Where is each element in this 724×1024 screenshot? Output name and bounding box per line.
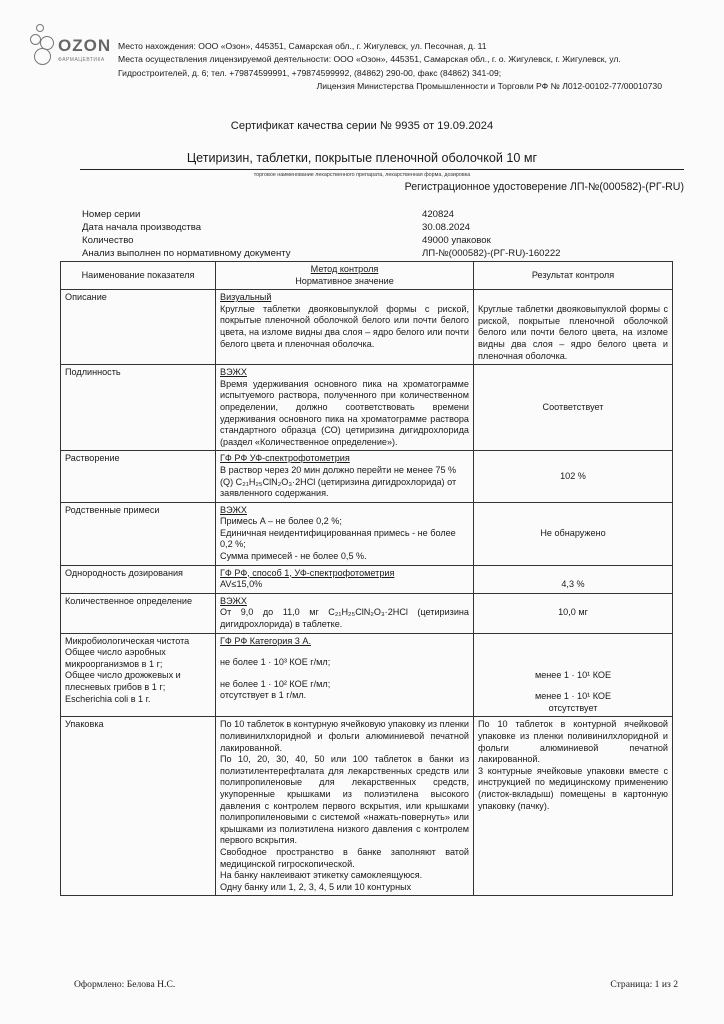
row-result: 102 % [474,451,673,502]
micro-result: менее 1 · 10¹ КОЕ [534,669,612,680]
info-value: 49000 упаковок [422,235,491,246]
table-row [61,633,673,717]
row-name: Описание [61,290,216,365]
info-label: Анализ выполнен по нормативному документу [82,248,291,259]
micro-result: менее 1 · 10¹ КОЕ [534,691,612,702]
info-value: 420824 [422,209,455,220]
header-method [216,262,474,290]
table-row [61,502,673,565]
row-result [474,717,673,896]
row-norm-text: не более 1 · 10³ КОЕ г/мл; [220,657,331,668]
row-method: ГФ РФ Категория 3 А. [220,635,311,646]
header-name: Наименование показателя [61,262,216,290]
info-value: 30.08.2024 [422,222,471,233]
info-label: Количество [82,235,134,246]
row-norm [216,502,474,565]
row-result: Соответствует [474,365,673,451]
certificate-title: Сертификат качества серии № 9935 от 19.09.2024 [230,120,494,132]
page-number: Страница: 1 из 2 [610,979,678,990]
row-method: Визуальный [220,292,272,303]
micro-item: Общее число дрожжевых и плесневых грибов в 1 г; [65,670,181,692]
row-norm-text: Сумма примесей - не более 0,5 %. [220,551,367,562]
table-row [61,365,673,451]
row-name: Упаковка [61,717,216,896]
row-result: 4,3 % [474,565,673,593]
micro-item: Escherichia coli в 1 г. [65,693,151,704]
header-line: Гидростроителей, д. 6; тел. +79874599991, +79874599992, (84862) 290-00, факс (84862) 341-09; [118,67,502,78]
info-row [82,247,682,260]
table-row [61,451,673,502]
micro-item: Общее число аэробных микроорганизмов в 1 г; [65,647,166,669]
row-name: Однородность дозирования [61,565,216,593]
row-result: 10,0 мг [474,593,673,633]
header-line: Место нахождения: ООО «Озон», 445351, Самарская обл., г. Жигулевск, ул. Песочная, д. 11 [118,41,487,51]
row-norm-text: не более 1 · 10² КОЕ г/мл; [220,678,331,689]
row-norm-text: По 10, 20, 30, 40, 50 или 100 таблеток в банки из полиэтилентерефталата для лекарственных средств или полипропиленовые для лекарственных средств, укупоренные крышками из полиэтилена высокого давления с контролем первого вскрытия, или крышками полипропиленовыми с системой «нажать-повернуть» или крышками из полиэтилена низкого давления с контролем первого вскрытия. [220,754,469,846]
row-name: Родственные примеси [61,502,216,565]
info-label: Дата начала производства [82,222,202,233]
row-norm-text: отсутствует в 1 г/мл. [220,690,307,701]
table-row [61,717,673,896]
row-norm [216,290,474,365]
row-norm-text: Свободное пространство в банке заполняют ватой медицинской гигроскопической. [220,846,469,869]
row-norm [216,717,474,896]
ozon-logo [28,22,112,68]
header-norm-label: Нормативное значение [295,275,394,286]
row-norm [216,633,474,717]
row-name: Подлинность [61,365,216,451]
row-norm-text: Примесь A – не более 0,2 %; [220,516,342,527]
table-row [61,593,673,633]
product-caption: торговое наименование лекарственного препарата, лекарственная форма, дозировка [253,172,471,178]
header-method-label: Метод контроля [310,264,379,274]
row-result: Не обнаружено [474,502,673,565]
row-method: ГФ РФ УФ-спектрофотометрия [220,453,350,464]
header-result: Результат контроля [474,262,673,290]
row-norm-text: AV≤15,0% [220,579,263,590]
row-norm-text: По 10 таблеток в контурную ячейковую упаковку из пленки поливинилхлоридной и фольги алюминиевой печатной лакированной. [220,719,469,753]
row-norm-text: Время удерживания основного пика на хроматограмме испытуемого раствора, полученного при количественном определении, должно соответствовать времени удерживания основного пика на хроматограмме раствора стандартного образца (СО) цетиризина дигидрохлорида (раздел «Количественное определение»). [220,378,469,447]
table-row [61,565,673,593]
row-result: Круглые таблетки двояковыпуклой формы с риской, покрытые пленочной оболочкой белого или почти белого цвета, на изломе видны два слоя – ядро белого цвета и пленочная оболочка. [474,290,673,365]
row-norm-text: На банку наклеивают этикетку самоклеящуюся. [220,870,423,881]
row-name: Количественное определение [61,593,216,633]
row-norm-text: Единичная неидентифицированная примесь - не более 0,2 %; [220,527,456,550]
table-header-row [61,262,673,290]
row-norm-text: От 9,0 до 11,0 мг C₂₁H₂₅ClN₂O₃·2HCl (цетиризина дигидрохлорида) в таблетке. [220,607,469,630]
packaging-result: По 10 таблеток в контурной ячейковой упаковке из пленки поливинилхлоридной и фольги алюминиевой печатной лакированной. [478,719,668,765]
row-method: ВЭЖХ [220,504,247,515]
row-norm [216,365,474,451]
info-label: Номер серии [82,209,141,220]
info-row [82,208,682,221]
row-norm-text: Одну банку или 1, 2, 3, 4, 5 или 10 контурных [220,881,412,892]
row-norm [216,565,474,593]
info-value: ЛП-№(000582)-(РГ-RU)-160222 [422,248,561,259]
company-header [118,40,698,94]
logo-brand: OZON [58,36,112,55]
row-norm-text: Круглые таблетки двояковыпуклой формы с риской, покрытые пленочной оболочкой белого или почти белого цвета, на изломе видны два слоя – ядро белого или почти белого цвета и пленочная оболочка. [220,303,469,349]
batch-info [82,208,682,260]
micro-result: отсутствует [548,702,598,713]
info-row [82,234,682,247]
row-norm [216,593,474,633]
row-norm-text: В раствор через 20 мин должно перейти не менее 75 % (Q) C₂₁H₂₅ClN₂O₃·2HCl (цетиризина дигидрохлорида) от заявленного содержания. [220,464,457,499]
logo-subtitle: ФАРМАЦЕВТИКА [58,57,105,63]
info-row [82,221,682,234]
quality-table [60,261,673,896]
micro-title: Микробиологическая чистота [65,635,190,646]
prepared-by: Оформлено: Белова Н.С. [74,979,176,990]
row-norm [216,451,474,502]
row-name: Растворение [61,451,216,502]
row-name [61,633,216,717]
row-method: ВЭЖХ [220,367,247,378]
product-underline [80,169,684,170]
product-name: Цетиризин, таблетки, покрытые пленочной оболочкой 10 мг [186,151,538,165]
header-license: Лицензия Министерства Промышленности и Торговли РФ № Л012-00102-77/00010730 [316,81,662,92]
row-method: ГФ РФ, способ 1, УФ-спектрофотометрия [220,567,395,578]
registration-number: Регистрационное удостоверение ЛП-№(000582)-(РГ-RU) [404,181,684,193]
row-method: ВЭЖХ [220,595,247,606]
packaging-result: 3 контурные ячейковые упаковки вместе с инструкцией по медицинскому применению (листок-вкладыш) помещены в картонную упаковку (пачку). [478,765,668,811]
row-result [474,633,673,717]
table-row [61,290,673,365]
header-line: Места осуществления лицензируемой деятельности: ООО «Озон», 445351, Самарская обл., г. о. Жигулевск, г. Жигулевск, ул. [118,54,621,65]
